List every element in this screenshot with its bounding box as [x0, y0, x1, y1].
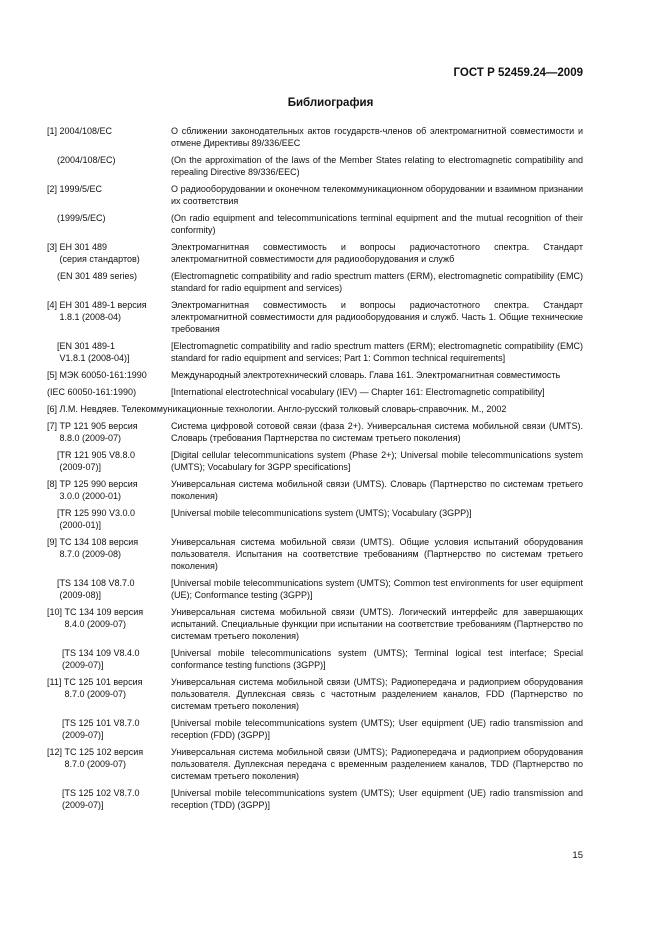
entry-reference: [TR 121 905 V8.8.0 (2009-07)] — [57, 450, 136, 472]
bibliography-entry — [47, 241, 583, 265]
bibliography-entry — [47, 577, 583, 601]
entry-description: Электромагнитная совместимость и вопросы радиочастотного спектра. Стандарт электромагнитной совместимости для радиооборудования и служб. Часть 1. Общие технические требования — [171, 300, 583, 334]
entry-reference: [1] 2004/108/EC — [47, 126, 113, 136]
bibliography-entry — [47, 717, 583, 741]
entry-reference: [3] ЕН 301 489 (серия стандартов) — [47, 242, 140, 264]
entry-reference: [12] ТС 125 102 версия 8.7.0 (2009-07) — [47, 747, 144, 769]
entry-description: [Electromagnetic compatibility and radio spectrum matters (ERM); electromagnetic compatibility (EMC) standard for radio equipment and services; Part 1: Common technical requirements] — [171, 341, 583, 363]
entry-description: [Universal mobile telecommunications system (UMTS); Vocabulary (3GPP)] — [171, 508, 472, 518]
entry-description: [Digital cellular telecommunications system (Phase 2+); Universal mobile telecommunications system (UMTS); Vocabulary for 3GPP specifications] — [171, 450, 583, 472]
entry-reference: [10] ТС 134 109 версия 8.4.0 (2009-07) — [47, 607, 144, 629]
entry-reference: [8] ТР 125 990 версия 3.0.0 (2000-01) — [47, 479, 138, 501]
entry-description: Электромагнитная совместимость и вопросы радиочастотного спектра. Стандарт электромагнитной совместимости для радиооборудования и служб — [171, 242, 583, 264]
entry-reference: [9] ТС 134 108 версия 8.7.0 (2009-08) — [47, 537, 139, 559]
bibliography-entry — [47, 212, 583, 236]
entry-description: Универсальная система мобильной связи (UMTS). Словарь (Партнерство по системам третьего поколения) — [171, 479, 583, 501]
entry-description: Универсальная система мобильной связи (UMTS). Общие условия испытаний оборудования пользователя. Испытания на соответствие требованиям (Партнерство по системам третьего поколения) — [171, 537, 583, 571]
entry-reference: [TR 125 990 V3.0.0 (2000-01)] — [57, 508, 136, 530]
entry-description: Универсальная система мобильной связи (UMTS); Радиопередача и радиоприем оборудования пользователя. Дуплексная связь с частотным разделением каналов, FDD (Партнерство по системам третьего поколения) — [171, 677, 583, 711]
bibliography-entry — [47, 606, 583, 642]
entry-reference: [EN 301 489-1 V1.8.1 (2008-04)] — [57, 341, 130, 363]
entry-reference: (1999/5/EC) — [47, 213, 106, 223]
entry-description: [International electrotechnical vocabulary (IEV) — Chapter 161: Electromagnetic compatibility] — [171, 387, 545, 397]
page-title: Библиография — [287, 97, 374, 109]
bibliography-entry — [47, 403, 583, 415]
bibliography-entry — [47, 340, 583, 364]
bibliography-entry — [47, 386, 583, 398]
page-number: 15 — [572, 850, 583, 861]
entry-reference: (EN 301 489 series) — [47, 271, 138, 281]
entry-reference: [7] ТР 121 905 версия 8.8.0 (2009-07) — [47, 421, 138, 443]
entry-reference: [TS 134 109 V8.4.0 (2009-07)] — [62, 648, 140, 670]
entry-reference: [4] ЕН 301 489-1 версия 1.8.1 (2008-04) — [47, 300, 147, 322]
entry-description: О радиооборудовании и оконечном телекоммуникационном оборудовании и взаимном признании их соответствия — [171, 184, 583, 206]
bibliography-list — [47, 125, 583, 816]
bibliography-entry — [47, 746, 583, 782]
entry-description: (On radio equipment and telecommunications terminal equipment and the mutual recognition of their conformity) — [171, 213, 583, 235]
bibliography-entry — [47, 270, 583, 294]
bibliography-entry — [47, 536, 583, 572]
bibliography-entry — [47, 507, 583, 531]
bibliography-entry — [47, 183, 583, 207]
entry-description: Международный электротехнический словарь. Глава 161. Электромагнитная совместимость — [171, 370, 561, 380]
bibliography-entry — [47, 647, 583, 671]
bibliography-entry — [47, 787, 583, 811]
document-header: ГОСТ Р 52459.24—2009 — [453, 67, 583, 79]
entry-description: (Electromagnetic compatibility and radio spectrum matters (ERM), electromagnetic compatibility (EMC) standard for radio equipment and services) — [171, 271, 583, 293]
bibliography-entry — [47, 125, 583, 149]
bibliography-entry — [47, 299, 583, 335]
entry-description: [Universal mobile telecommunications system (UMTS); Common test environments for user equipment (UE); Conformance testing (3GPP)] — [171, 578, 583, 600]
entry-description: [Universal mobile telecommunications system (UMTS); User equipment (UE) radio transmission and reception (FDD) (3GPP)] — [171, 718, 583, 740]
entry-reference: [2] 1999/5/EC — [47, 184, 103, 194]
bibliography-entry — [47, 420, 583, 444]
entry-description: (On the approximation of the laws of the Member States relating to electromagnetic compatibility and repealing Directive 89/336/EEC) — [171, 155, 583, 177]
entry-description: Универсальная система мобильной связи (UMTS); Радиопередача и радиоприем оборудования пользователя. Дуплексная передача с временным разделением каналов, TDD (Партнерство по системам третьего поколения) — [171, 747, 583, 781]
bibliography-entry — [47, 478, 583, 502]
entry-reference: [TS 125 101 V8.7.0 (2009-07)] — [62, 718, 140, 740]
entry-full-text: [6] Л.М. Невдяев. Телекоммуникационные технологии. Англо-русский толковый словарь-справочник. М., 2002 — [47, 404, 507, 414]
entry-description: О сближении законодательных актов государств-членов об электромагнитной совместимости и отмене Директивы 89/336/EEC — [171, 126, 583, 148]
entry-description: Система цифровой сотовой связи (фаза 2+). Универсальная система мобильной связи (UMTS). Словарь (требования Партнерства по системам третьего поколения) — [171, 421, 583, 443]
entry-reference: (IEC 60050-161:1990) — [47, 387, 137, 397]
bibliography-entry — [47, 154, 583, 178]
entry-reference: [5] МЭК 60050-161:1990 — [47, 370, 147, 380]
entry-reference: [TS 134 108 V8.7.0 (2009-08)] — [57, 578, 135, 600]
bibliography-entry — [47, 369, 583, 381]
entry-description: Универсальная система мобильной связи (UMTS). Логический интерфейс для завершающих испытаний. Специальные функции при испытании на соответствие требованиям (Партнерство по системам третьего поколения) — [171, 607, 583, 641]
entry-description: [Universal mobile telecommunications system (UMTS); User equipment (UE) radio transmission and reception (TDD) (3GPP)] — [171, 788, 583, 810]
entry-reference: [11] ТС 125 101 версия 8.7.0 (2009-07) — [47, 677, 143, 699]
bibliography-entry — [47, 676, 583, 712]
entry-reference: [TS 125 102 V8.7.0 (2009-07)] — [62, 788, 140, 810]
bibliography-entry — [47, 449, 583, 473]
entry-description: [Universal mobile telecommunications system (UMTS); Terminal logical test interface; Special conformance testing functions (3GPP)] — [171, 648, 583, 670]
entry-reference: (2004/108/EC) — [47, 155, 116, 165]
